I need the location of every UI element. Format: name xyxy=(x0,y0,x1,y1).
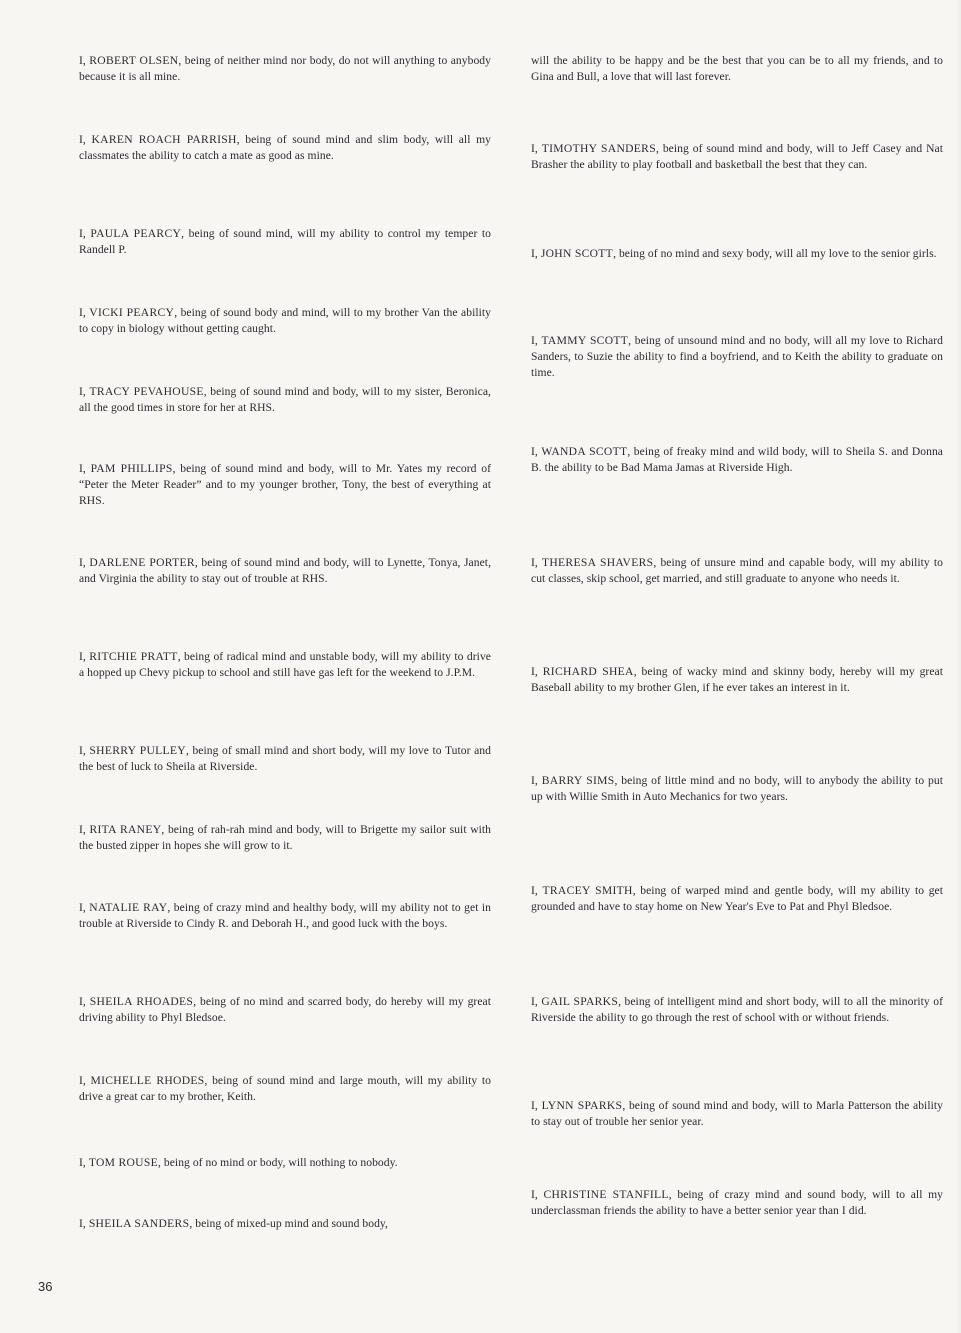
entry-name: BARRY SIMS xyxy=(541,774,615,787)
entry-text: , being of unsound mind and no body, will all my love to Richard Sanders, to Suzie the ability to find a boyfriend, and to Keith the ability to graduate on time. xyxy=(531,334,943,379)
entry-prefix: I, xyxy=(79,995,90,1008)
entry-name: TAMMY SCOTT xyxy=(541,334,629,347)
entry-prefix: I, xyxy=(531,1188,544,1201)
entry-prefix: I, xyxy=(531,665,543,678)
entry-name: CHRISTINE STANFILL xyxy=(543,1188,669,1201)
entry-text: , being of mixed-up mind and sound body, xyxy=(189,1217,388,1230)
entry-text: , being of sound mind and body, will to Jeff Casey and Nat Brasher the ability to play football and basketball the best that they can. xyxy=(531,142,944,171)
entry-name: VICKI PEARCY xyxy=(89,306,175,319)
entry-name: TRACY PEVAHOUSE xyxy=(89,385,204,398)
entry-name: TRACEY SMITH xyxy=(542,884,633,897)
entry-name: SHEILA SANDERS xyxy=(88,1217,190,1230)
entry-prefix: I, xyxy=(531,884,543,897)
entry-name: PAM PHILLIPS xyxy=(90,462,173,475)
entry-name: ROBERT OLSEN xyxy=(89,54,179,67)
will-entry xyxy=(79,461,491,509)
entry-text: , being of sound mind, will my ability to control my temper to Randell P. xyxy=(79,227,492,256)
entry-prefix: I, xyxy=(531,1099,542,1112)
entry-text: , being of no mind or body, will nothing to nobody. xyxy=(157,1156,398,1169)
will-entry xyxy=(79,743,491,775)
will-entry xyxy=(531,555,943,587)
entry-prefix: I, xyxy=(531,556,542,569)
entry-text: , being of sound mind and body, will to Mr. Yates my record of “Peter the Meter Reader” and to my younger brother, Tony, the best of everything at RHS. xyxy=(79,462,491,507)
entry-name: TIMOTHY SANDERS xyxy=(541,142,656,155)
entry-prefix: I, xyxy=(531,995,542,1008)
entry-prefix: I, xyxy=(79,744,90,757)
will-entry xyxy=(79,1073,491,1105)
will-entry xyxy=(531,883,943,915)
entry-text: , being of sound mind and slim body, will all my classmates the ability to catch a mate as good as mine. xyxy=(79,133,491,162)
entry-text: , being of small mind and short body, will my love to Tutor and the best of luck to Sheila at Riverside. xyxy=(79,744,491,773)
entry-name: LYNN SPARKS xyxy=(541,1099,623,1112)
page-number: 36 xyxy=(38,1279,53,1294)
will-entry xyxy=(531,664,943,696)
entry-text: , being of rah-rah mind and body, will to Brigette my sailor suit with the busted zipper in hopes she will grow to it. xyxy=(79,823,492,852)
will-entry xyxy=(79,900,491,932)
entry-text: , being of freaky mind and wild body, will to Sheila S. and Donna B. the ability to be Bad Mama Jamas at Riverside High. xyxy=(531,445,943,474)
will-entry xyxy=(79,226,491,258)
will-entry xyxy=(79,649,491,681)
entry-prefix: I, xyxy=(79,1217,89,1230)
entry-text: , being of unsure mind and capable body, will my ability to cut classes, skip school, get married, and still graduate to anyone who needs it. xyxy=(531,556,944,585)
will-entry xyxy=(79,822,491,854)
entry-name: GAIL SPARKS xyxy=(541,995,619,1008)
will-entry xyxy=(531,444,943,476)
entry-text: , being of sound body and mind, will to my brother Van the ability to copy in biology without getting caught. xyxy=(79,306,492,335)
entry-text: , being of intelligent mind and short body, will to all the minority of Riverside the ability to go through the rest of school with or without friends. xyxy=(531,995,943,1024)
will-entry xyxy=(531,333,943,381)
entry-prefix: I, xyxy=(531,774,542,787)
entry-prefix: I, xyxy=(79,306,90,319)
entry-text: , being of little mind and no body, will to anybody the ability to put up with Willie Smith in Auto Mechanics for two years. xyxy=(531,774,943,803)
entry-name: KAREN ROACH PARRISH xyxy=(91,133,237,146)
will-entry xyxy=(79,53,491,85)
entry-text: , being of no mind and sexy body, will all my love to the senior girls. xyxy=(613,247,937,260)
will-entry xyxy=(79,994,491,1026)
entry-prefix: I, xyxy=(79,227,91,240)
will-entry xyxy=(531,246,943,262)
entry-prefix: I, xyxy=(79,462,91,475)
left-column xyxy=(79,0,491,1333)
will-entry xyxy=(531,1187,943,1219)
entry-name: PAULA PEARCY xyxy=(90,227,182,240)
entry-name: NATALIE RAY xyxy=(89,901,168,914)
entry-text: , being of crazy mind and healthy body, will my ability not to get in trouble at Riverside to Cindy R. and Deborah H., and good luck with the boys. xyxy=(79,901,492,930)
will-entry xyxy=(79,305,491,337)
entry-text: , being of crazy mind and sound body, will to all my underclassman friends the ability to have a better senior year than I did. xyxy=(531,1188,943,1217)
will-entry xyxy=(531,773,943,805)
will-entry xyxy=(79,1216,491,1232)
will-entry xyxy=(79,555,491,587)
entry-text: , being of radical mind and unstable body, will my ability to drive a hopped up Chevy pickup to school and still have gas left for the weekend to J.P.M. xyxy=(79,650,491,679)
entry-name: RITCHIE PRATT xyxy=(89,650,178,663)
entry-prefix: I, xyxy=(531,334,542,347)
entry-name: SHERRY PULLEY xyxy=(89,744,186,757)
entry-prefix: I, xyxy=(79,823,90,836)
entry-text: , being of sound mind and body, will to Lynette, Tonya, Janet, and Virginia the ability to stay out of trouble at RHS. xyxy=(79,556,492,585)
entry-name: TOM ROUSE xyxy=(88,1156,158,1169)
page-edge xyxy=(955,0,961,1333)
entry-text: , being of neither mind nor body, do not will anything to anybody because it is all mine. xyxy=(79,54,491,83)
will-entry-continued xyxy=(531,53,943,85)
entry-prefix: I, xyxy=(79,54,90,67)
entry-text: , being of wacky mind and skinny body, hereby will my great Baseball ability to my brother Glen, if he ever takes an interest in it. xyxy=(531,665,944,694)
will-entry xyxy=(531,1098,943,1130)
entry-name: SHEILA RHOADES xyxy=(89,995,194,1008)
entry-name: JOHN SCOTT xyxy=(540,247,614,260)
entry-prefix: I, xyxy=(79,1156,89,1169)
entry-name: RICHARD SHEA xyxy=(542,665,634,678)
entry-name: DARLENE PORTER xyxy=(89,556,195,569)
entry-text: , being of sound mind and body, will to Marla Patterson the ability to stay out of trouble her senior year. xyxy=(531,1099,943,1128)
entry-text: , being of no mind and scarred body, do hereby will my great driving ability to Phyl Bledsoe. xyxy=(79,995,491,1024)
entry-name: THERESA SHAVERS xyxy=(541,556,654,569)
entry-text: , being of sound mind and body, will to my sister, Beronica, all the good times in store for her at RHS. xyxy=(79,385,491,414)
entry-text: , being of warped mind and gentle body, will my ability to get grounded and have to stay home on New Year's Eve to Pat and Phyl Bledsoe. xyxy=(531,884,944,913)
entry-prefix: I, xyxy=(79,1074,91,1087)
will-entry xyxy=(79,132,491,164)
right-column xyxy=(531,0,943,1333)
entry-prefix: I, xyxy=(79,556,90,569)
entry-prefix: I, xyxy=(79,901,90,914)
entry-prefix: I, xyxy=(531,142,542,155)
will-entry xyxy=(531,994,943,1026)
entry-prefix: I, xyxy=(531,247,541,260)
entry-name: WANDA SCOTT xyxy=(541,445,628,458)
entry-prefix: I, xyxy=(79,133,92,146)
will-entry xyxy=(79,1155,491,1171)
will-entry xyxy=(79,384,491,416)
will-entry xyxy=(531,141,943,173)
entry-name: RITA RANEY xyxy=(89,823,162,836)
entry-name: MICHELLE RHODES xyxy=(90,1074,205,1087)
entry-prefix: I, xyxy=(79,385,90,398)
entry-text: will the ability to be happy and be the best that you can be to all my friends, and to Gina and Bull, a love that will last forever. xyxy=(531,54,943,83)
entry-text: , being of sound mind and large mouth, will my ability to drive a great car to my brother, Keith. xyxy=(79,1074,491,1103)
entry-prefix: I, xyxy=(79,650,90,663)
entry-prefix: I, xyxy=(531,445,542,458)
